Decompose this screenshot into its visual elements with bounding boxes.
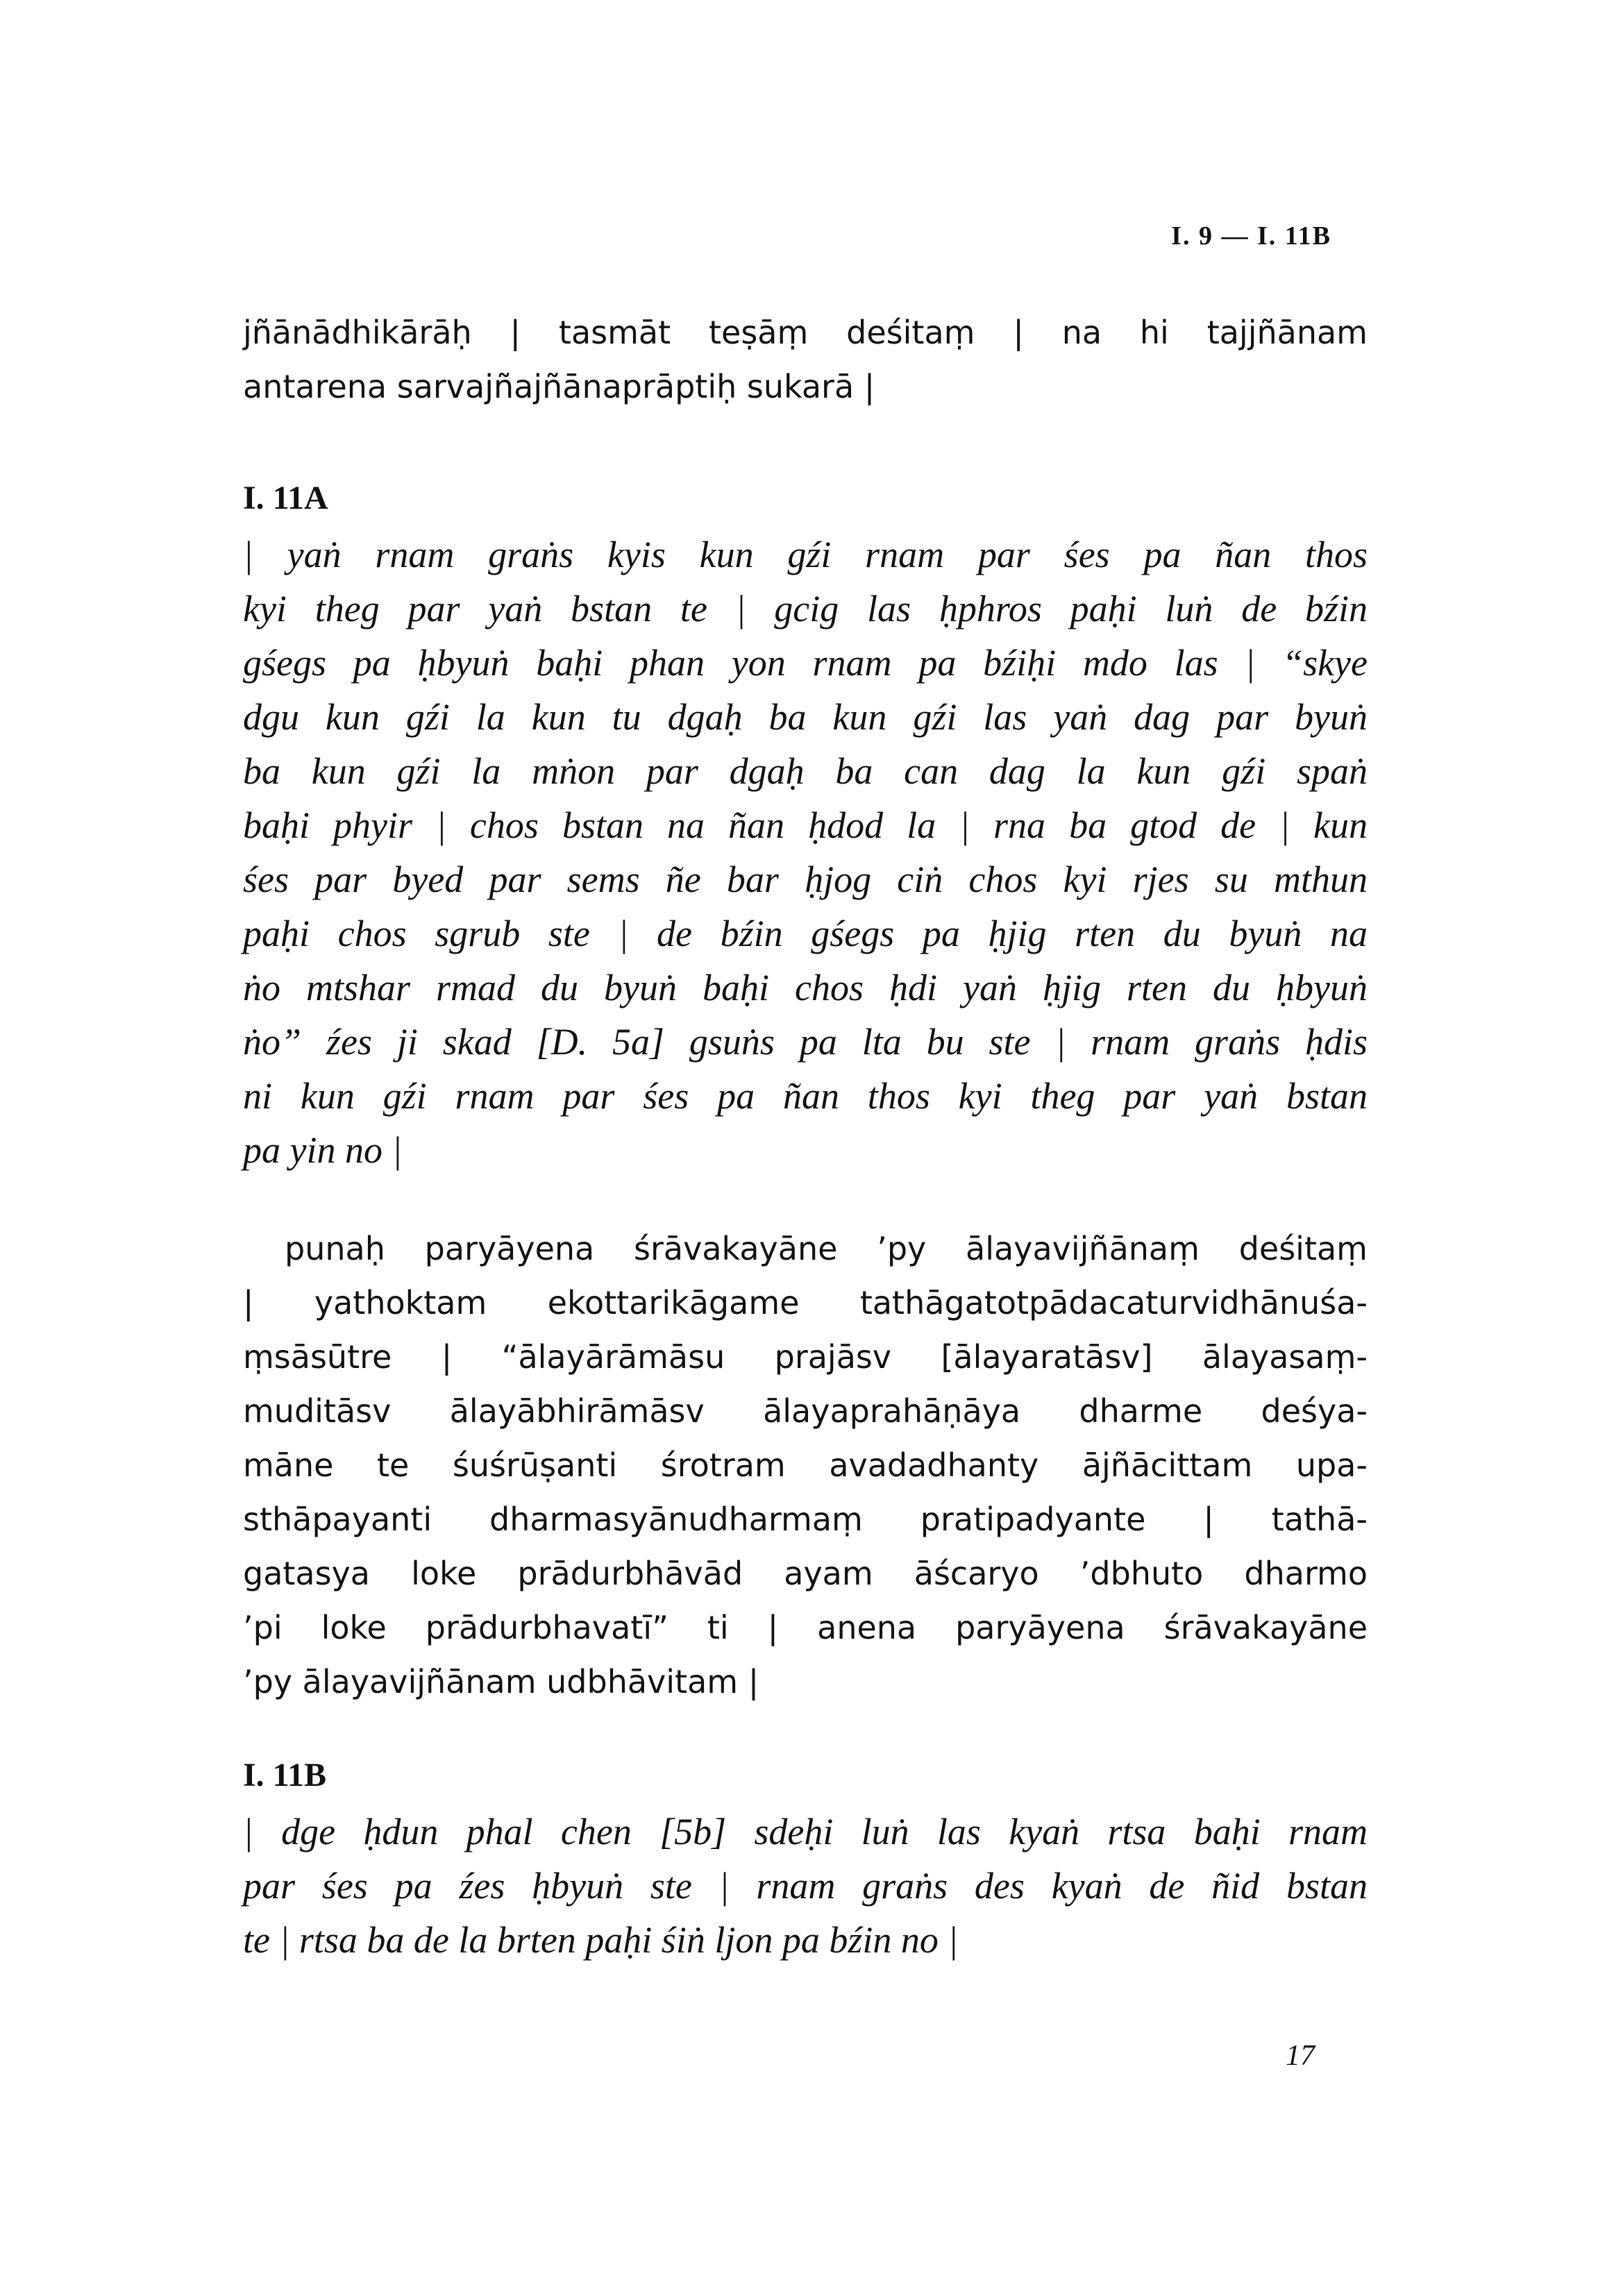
text-line: baḥi phyir | chos bstan na ñan ḥdod la | rna ba gtod de | kun [243,804,1368,846]
text-line: | dge ḥdun phal chen [5b] sdeḥi luṅ las kyaṅ rtsa baḥi rnam [243,1811,1368,1852]
text-line: ’py ālayavijñānam udbhāvitam | [243,1663,759,1700]
text-line: ṅo” źes ji skad [D. 5a] gsuṅs pa lta bu ste | rnam graṅs ḥdis [243,1021,1368,1063]
text-line: par śes pa źes ḥbyuṅ ste | rnam graṅs des kyaṅ de ñid bstan [243,1865,1368,1907]
text-line: paḥi chos sgrub ste | de bźin gśegs pa ḥjig rten du byuṅ na [243,913,1368,954]
section-11a-text [243,527,1368,1177]
text-line: | yaṅ rnam graṅs kyis kun gźi rnam par śes pa ñan thos [243,534,1368,575]
text-line: ba kun gźi la mṅon par dgaḥ ba can dag la kun gźi spaṅ [243,750,1368,792]
text-line: | yathoktam ekottarikāgame tathāgatotpādacaturvidhānuśa- [243,1284,1368,1322]
text-line: te | rtsa ba de la brten paḥi śiṅ ljon pa bźin no | [243,1919,959,1961]
text-line: punaḥ paryāyena śrāvakayāne ’py ālayavijñānaṃ deśitaṃ [285,1230,1368,1267]
text-line: muditāsv ālayābhirāmāsv ālayaprahāṇāya dharme deśya- [243,1392,1368,1430]
text-line: kyi theg par yaṅ bstan te | gcig las ḥphros paḥi luṅ de bźin [243,588,1368,630]
paragraph-1 [243,305,1368,414]
text-line: māne te śuśrūṣanti śrotram avadadhanty ājñācittam upa- [243,1446,1368,1484]
paragraph-2 [243,1222,1368,1709]
section-heading-11b: I. 11B [243,1757,327,1793]
text-line: gśegs pa ḥbyuṅ baḥi phan yon rnam pa bźiḥi mdo las | “skye [243,642,1368,684]
text-line: ni kun gźi rnam par śes pa ñan thos kyi theg par yaṅ bstan [243,1075,1368,1117]
text-line: ṅo mtshar rmad du byuṅ baḥi chos ḥdi yaṅ ḥjig rten du ḥbyuṅ [243,967,1368,1008]
text-line: dgu kun gźi la kun tu dgaḥ ba kun gźi las yaṅ dag par byuṅ [243,696,1368,738]
text-line: ’pi loke prādurbhavatī” ti | anena paryāyena śrāvakayāne [243,1609,1368,1646]
section-heading-11a: I. 11A [243,480,328,516]
text-line: antarena sarvajñajñānaprāptiḥ sukarā | [243,368,875,405]
text-line: śes par byed par sems ñe bar ḥjog ciṅ chos kyi rjes su mthun [243,859,1368,900]
text-line: pa yin no | [243,1129,403,1171]
text-line: jñānādhikārāḥ | tasmāt teṣāṃ deśitaṃ | na hi tajjñānam [243,314,1368,351]
running-head: I. 9 — I. 11B [1171,221,1331,251]
page-number: 17 [1286,2040,1315,2072]
section-11b-text [243,1805,1368,1967]
text-line: ṃsāsūtre | “ālayārāmāsu prajāsv [ālayaratāsv] ālayasaṃ- [243,1338,1368,1376]
text-line: gatasya loke prādurbhāvād ayam āścaryo ’dbhuto dharmo [243,1555,1368,1592]
text-line: sthāpayanti dharmasyānudharmaṃ pratipadyante | tathā- [243,1501,1368,1538]
